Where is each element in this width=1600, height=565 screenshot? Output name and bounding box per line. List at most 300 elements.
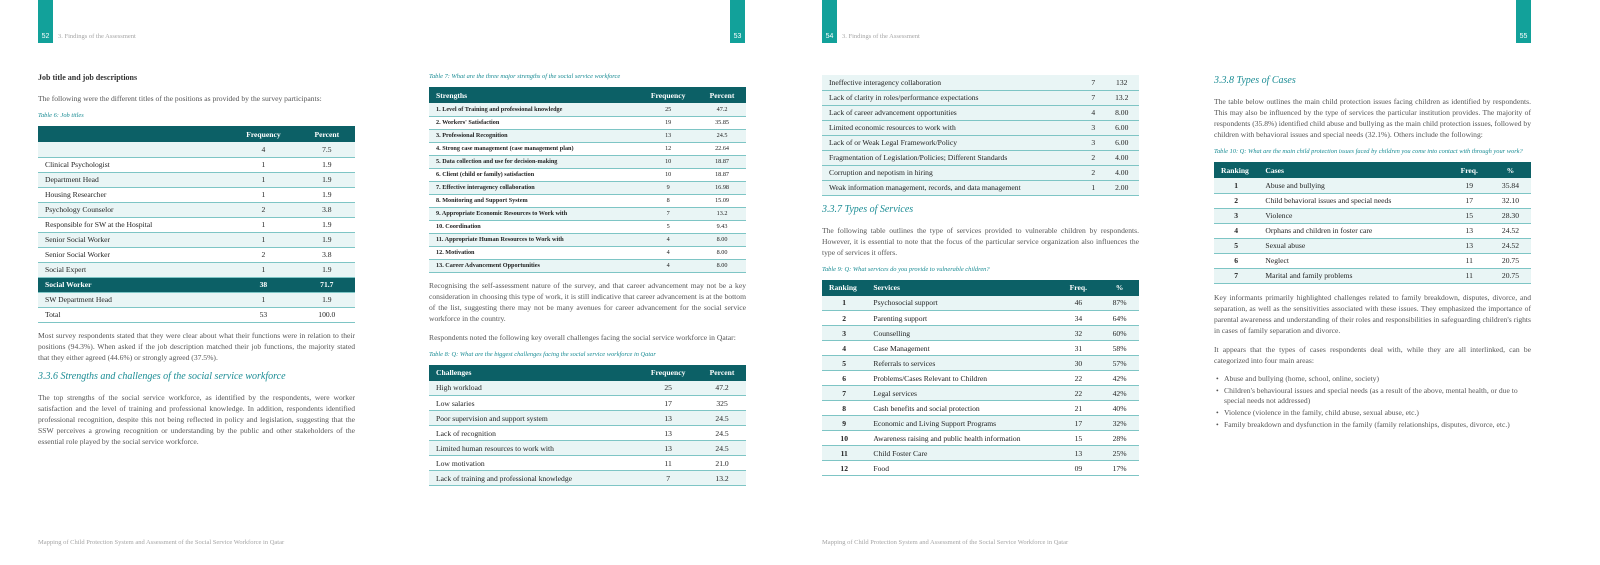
table-row (38, 232, 355, 247)
table-cell: 1 (228, 187, 298, 202)
table-row (822, 356, 1139, 371)
table-cell: 9.43 (698, 220, 746, 233)
table-cell: 325 (698, 396, 746, 411)
table-cell: 46 (1057, 296, 1101, 311)
intro-paragraph: The following were the different titles of the positions as provided by the survey participants: (38, 94, 322, 103)
table-cell: 1.9 (299, 172, 355, 187)
table-cell: 3 (1082, 135, 1104, 150)
table-cell: 2 (228, 247, 298, 262)
table-row (429, 220, 746, 233)
table-body (429, 103, 746, 272)
table-cell: Fragmentation of Legislation/Policies; Different Standards (822, 150, 1082, 165)
table-row (429, 456, 746, 471)
table-cell: 13 (1449, 223, 1490, 238)
table-header: Percent (299, 126, 355, 142)
table-cell: Food (866, 461, 1056, 476)
table-row (822, 341, 1139, 356)
table-cell: Abuse and bullying (1258, 178, 1448, 193)
table-cell: Lack of training and professional knowledge (429, 471, 638, 486)
table-cell: Lack of career advancement opportunities (822, 105, 1082, 120)
page-number-tab (730, 0, 745, 43)
table-cell: Corruption and nepotism in hiring (822, 165, 1082, 180)
table-cell: 8.00 (1104, 105, 1139, 120)
footer: Mapping of Child Protection System and Assessment of the Social Service Workforce in Qatar (822, 539, 1069, 546)
table-row (38, 202, 355, 217)
table-cell: Limited human resources to work with (429, 441, 638, 456)
table-row (822, 120, 1139, 135)
section-heading: 3.3.7 Types of Services (822, 203, 914, 215)
table-cell: 1.9 (299, 157, 355, 172)
table-cell: Sexual abuse (1258, 238, 1448, 253)
table-cell: 132 (1104, 75, 1139, 90)
table-cell: 19 (1449, 178, 1490, 193)
table-cell: 53 (228, 307, 298, 322)
table-row (822, 431, 1139, 446)
table-row (822, 296, 1139, 311)
table-header-row (822, 280, 1139, 296)
table-row (429, 441, 746, 456)
paragraph: Respondents noted the following key overall challenges facing the social service workforce in Qatar: (429, 332, 736, 342)
paragraph: The top strengths of the social service workforce, as identified by the respondents, were worker satisfaction and the level of training and professional knowledge. In addition, respondents identified professional recognition, despite this not being reflected in policy and legislation, suggesting that the SSW perceives a growing recognition or understanding by the public and other stakeholders of the essential role played by the social service workforce. (38, 392, 355, 446)
table-cell: 22 (1057, 371, 1101, 386)
table-row (822, 326, 1139, 341)
table-caption: Table 8: Q: What are the biggest challenges facing the social service workforce in Qatar (429, 350, 656, 358)
table-cell: 5 (1214, 238, 1258, 253)
page-54-content (822, 75, 1139, 476)
table-cell: 1.9 (299, 217, 355, 232)
table-row (822, 90, 1139, 105)
table-cell: 7 (822, 386, 866, 401)
table-cell: 1 (228, 157, 298, 172)
table-cell: 9 (638, 181, 698, 194)
table-cell: 31 (1057, 341, 1101, 356)
table-cell: 100.0 (299, 307, 355, 322)
table-cell: 2 (1082, 165, 1104, 180)
table-cell: Clinical Psychologist (38, 157, 228, 172)
table-cell: 8. Monitoring and Support System (429, 194, 638, 207)
paragraph: The table below outlines the main child protection issues facing children as identified by respondents. This may also be influenced by the type of services the particular institution provides. The majority of respondents (35.8%) identified child abuse and bullying as the main child protection issues, followed by children with behavioral issues and special needs (32.1%). Others include the following: (1214, 97, 1531, 139)
table-cell: Legal services (866, 386, 1056, 401)
table-row (38, 217, 355, 232)
section-heading: 3.3.8 Types of Cases (1214, 75, 1296, 86)
table-cell: 1.9 (299, 292, 355, 307)
table-cell: Orphans and children in foster care (1258, 223, 1448, 238)
table-row (1214, 253, 1531, 268)
table-cell: Poor supervision and support system (429, 411, 638, 426)
table-cell: 1.9 (299, 187, 355, 202)
table-cell: 71.7 (299, 277, 355, 292)
table-cell: 4. Strong case management (case management plan) (429, 142, 638, 155)
table-cell: 8 (822, 401, 866, 416)
table-cell: 4.00 (1104, 150, 1139, 165)
table-cell: Weak information management, records, and data management (822, 180, 1082, 195)
table-cell: 3.8 (299, 247, 355, 262)
running-header: 3. Findings of the Assessment (58, 33, 136, 40)
table-body (38, 142, 355, 322)
table-cell: 11 (638, 456, 698, 471)
table-cell: 1.9 (299, 232, 355, 247)
table-cell: Responsible for SW at the Hospital (38, 217, 228, 232)
table-cell: 32.10 (1490, 193, 1531, 208)
table-cell: 1. Level of Training and professional knowledge (429, 103, 638, 116)
page-53 (400, 0, 800, 565)
table-header: Frequency (638, 87, 698, 103)
paragraph: Key informants primarily highlighted challenges related to family breakdown, disputes, divorce, and separation, as well as the sensitivities associated with these issues. They emphasized the importance of parental awareness and understanding of their roles and responsibilities in safeguarding children's rights in cases of family separation and divorce. (1214, 292, 1531, 335)
table-cell: 17 (638, 396, 698, 411)
table-cell: 6.00 (1104, 120, 1139, 135)
table-cell: 15 (1449, 208, 1490, 223)
table-cell: 7 (638, 207, 698, 220)
table-header: % (1100, 280, 1139, 296)
table-row (429, 103, 746, 116)
table-cell: 47.2 (698, 103, 746, 116)
table-row (429, 155, 746, 168)
table-cell: Referrals to services (866, 356, 1056, 371)
table-cell: 2 (228, 202, 298, 217)
table-cell: Counselling (866, 326, 1056, 341)
paragraph: Recognising the self-assessment nature of the survey, and that career advancement may not be a key consideration in choosing this type of work, it is still indicative that career advancement is at the bottom of the list, suggesting there may not be many avenues for career advancement for the social service workforce in the country. (429, 280, 746, 323)
table-row (822, 401, 1139, 416)
page-54 (800, 0, 1200, 565)
page-number: 54 (825, 33, 834, 40)
table-cell: 6 (1214, 253, 1258, 268)
page-number-tab (1516, 0, 1531, 43)
table-header: Percent (698, 365, 746, 381)
footer: Mapping of Child Protection System and Assessment of the Social Service Workforce in Qatar (38, 539, 285, 546)
table-row (429, 246, 746, 259)
table-cell: Senior Social Worker (38, 247, 228, 262)
page-number: 55 (1519, 33, 1528, 40)
table-cell: 8.00 (698, 246, 746, 259)
table-cell: 13 (638, 411, 698, 426)
table-row (429, 142, 746, 155)
table-row (822, 150, 1139, 165)
table-row (429, 411, 746, 426)
table-cell: 58% (1100, 341, 1139, 356)
table-cell: Awareness raising and public health information (866, 431, 1056, 446)
table-cell: 47.2 (698, 381, 746, 396)
table-row (429, 396, 746, 411)
table-cell: Case Management (866, 341, 1056, 356)
table-cell: Cash benefits and social protection (866, 401, 1056, 416)
list-item: • Violence (violence in the family, child abuse, sexual abuse, etc.) (1214, 408, 1531, 418)
table-cell: 35.85 (698, 116, 746, 129)
table-cell: 1.9 (299, 262, 355, 277)
table-cell: 5 (638, 220, 698, 233)
table-row (1214, 208, 1531, 223)
table-row (429, 168, 746, 181)
table-cell: 24.5 (698, 129, 746, 142)
table-cell: 11 (822, 446, 866, 461)
table-cell: Problems/Cases Relevant to Children (866, 371, 1056, 386)
table-header-row (1214, 162, 1531, 178)
table-cell: 12. Motivation (429, 246, 638, 259)
table-row (822, 461, 1139, 476)
table-cell: 6.00 (1104, 135, 1139, 150)
table-row (822, 311, 1139, 326)
table-cell: Neglect (1258, 253, 1448, 268)
table-cell: Violence (1258, 208, 1448, 223)
table-cell: 13 (638, 426, 698, 441)
table-cell: 2 (1214, 193, 1258, 208)
table-cell: 4 (638, 259, 698, 272)
table-cell: 30 (1057, 356, 1101, 371)
table-header-row (429, 87, 746, 103)
page-52-content (38, 73, 355, 455)
table-cell: 57% (1100, 356, 1139, 371)
table-cell: 25% (1100, 446, 1139, 461)
table-cell: 13.2 (1104, 90, 1139, 105)
list-item: • Abuse and bullying (home, school, online, society) (1214, 374, 1531, 384)
table-cell: 1 (1214, 178, 1258, 193)
table-cell: 20.75 (1490, 268, 1531, 283)
page-53-content (429, 73, 746, 486)
job-titles-table (38, 126, 355, 323)
table-cell: Low salaries (429, 396, 638, 411)
table-row (822, 180, 1139, 195)
table-row (822, 416, 1139, 431)
table-cell: 1 (228, 262, 298, 277)
table-cell: 22 (1057, 386, 1101, 401)
table-cell: Psychosocial support (866, 296, 1056, 311)
table-body (1214, 178, 1531, 283)
table-header: Frequency (228, 126, 298, 142)
table-cell (38, 142, 228, 157)
services-table (822, 280, 1139, 477)
table-row (429, 181, 746, 194)
table-cell: SW Department Head (38, 292, 228, 307)
table-cell: High workload (429, 381, 638, 396)
table-row (1214, 223, 1531, 238)
table-header: Ranking (822, 280, 866, 296)
table-cell: 34 (1057, 311, 1101, 326)
table-cell: Ineffective interagency collaboration (822, 75, 1082, 90)
table-cell: 17% (1100, 461, 1139, 476)
table-cell: 21.0 (698, 456, 746, 471)
table-cell: 24.5 (698, 426, 746, 441)
table-header: Challenges (429, 365, 638, 381)
table-header: Frequency (638, 365, 698, 381)
table-row (429, 233, 746, 246)
table-cell: 8 (638, 194, 698, 207)
table-cell: Low motivation (429, 456, 638, 471)
table-row (822, 446, 1139, 461)
table-cell: 13. Career Advancement Opportunities (429, 259, 638, 272)
table-cell: 9 (822, 416, 866, 431)
table-cell: 10 (638, 168, 698, 181)
table-row (822, 371, 1139, 386)
table-cell: 13 (638, 129, 698, 142)
page-55 (1200, 0, 1600, 565)
table-cell: 5 (822, 356, 866, 371)
table-cell: 13 (638, 441, 698, 456)
table-row (429, 194, 746, 207)
table-cell: 42% (1100, 371, 1139, 386)
table-cell: 2.00 (1104, 180, 1139, 195)
table-cell: 3 (1214, 208, 1258, 223)
table-cell: Senior Social Worker (38, 232, 228, 247)
table-row (38, 262, 355, 277)
table-row (429, 381, 746, 396)
table-cell: 12 (822, 461, 866, 476)
table-body (429, 381, 746, 486)
table-cell: 7. Effective interagency collaboration (429, 181, 638, 194)
table-cell: 87% (1100, 296, 1139, 311)
table-cell: 5. Data collection and use for decision-making (429, 155, 638, 168)
table-cell: 4 (638, 246, 698, 259)
table-header (38, 126, 228, 142)
table-cell: 2 (1082, 150, 1104, 165)
table-row (38, 247, 355, 262)
table-cell: 24.52 (1490, 223, 1531, 238)
table-body (822, 296, 1139, 476)
challenges-table-continued (822, 75, 1139, 196)
table-cell: 10. Coordination (429, 220, 638, 233)
table-row (38, 307, 355, 322)
table-cell: 18.87 (698, 155, 746, 168)
table-cell: 42% (1100, 386, 1139, 401)
subheading: Job title and job descriptions (38, 73, 138, 82)
table-row (38, 292, 355, 307)
table-row (429, 259, 746, 272)
table-caption: Table 7: What are the three major strengths of the social service workforce (429, 73, 621, 80)
page-number-tab (822, 0, 837, 43)
table-cell: 32 (1057, 326, 1101, 341)
table-cell: 35.84 (1490, 178, 1531, 193)
page-55-content (1214, 72, 1531, 432)
page-52 (0, 0, 400, 565)
challenges-table (429, 365, 746, 487)
table-cell: Lack of recognition (429, 426, 638, 441)
list-item: • Children's behavioural issues and special needs (as a result of the above, mental health, or due to special needs not addressed) (1214, 386, 1531, 406)
paragraph: Most survey respondents stated that they were clear about what their functions were in relation to their positions (94.3%). When asked if the job description matched their job functions, the majority stated that they either agreed (44.6%) or strongly agreed (37.5%). (38, 330, 355, 362)
table-row (429, 116, 746, 129)
table-cell: 18.87 (698, 168, 746, 181)
table-cell: 28% (1100, 431, 1139, 446)
table-row (1214, 193, 1531, 208)
case-areas-list (1214, 374, 1531, 430)
table-cell: 3.8 (299, 202, 355, 217)
table-cell: 64% (1100, 311, 1139, 326)
table-body (822, 75, 1139, 195)
table-cell: Marital and family problems (1258, 268, 1448, 283)
table-cell: 2. Workers' Satisfaction (429, 116, 638, 129)
table-cell: 24.5 (698, 441, 746, 456)
table-row (38, 187, 355, 202)
table-cell: Department Head (38, 172, 228, 187)
table-cell: 11 (1449, 253, 1490, 268)
page-number: 53 (733, 33, 742, 40)
table-cell: 4 (1082, 105, 1104, 120)
table-row (1214, 268, 1531, 283)
table-header: Services (866, 280, 1056, 296)
table-caption: Table 9: Q: What services do you provide to vulnerable children? (822, 265, 990, 273)
table-cell: 3 (1082, 120, 1104, 135)
table-cell: 38 (228, 277, 298, 292)
list-item: • Family breakdown and dysfunction in the family (family relationships, disputes, divorce, etc.) (1214, 420, 1531, 430)
table-cell: 21 (1057, 401, 1101, 416)
table-cell: 16.98 (698, 181, 746, 194)
table-cell: 13.2 (698, 471, 746, 486)
table-cell: Economic and Living Support Programs (866, 416, 1056, 431)
table-header: Strengths (429, 87, 638, 103)
table-cell: 25 (638, 381, 698, 396)
table-header-row (429, 365, 746, 381)
page-number: 52 (41, 33, 50, 40)
table-cell: 13.2 (698, 207, 746, 220)
table-cell: 1 (228, 292, 298, 307)
table-header: Percent (698, 87, 746, 103)
table-cell: 10 (638, 155, 698, 168)
table-cell: 17 (1057, 416, 1101, 431)
table-row (1214, 178, 1531, 193)
table-cell: 17 (1449, 193, 1490, 208)
table-cell: 8.00 (698, 259, 746, 272)
table-header: Ranking (1214, 162, 1258, 178)
table-cell: Social Worker (38, 277, 228, 292)
table-header-row (38, 126, 355, 142)
table-cell: Social Expert (38, 262, 228, 277)
table-cell: 10 (822, 431, 866, 446)
table-row (429, 207, 746, 220)
paragraph: The following table outlines the type of services provided to vulnerable children by respondents. However, it is essential to note that the focus of the particular service organization also influences the type of services it offers. (822, 225, 1139, 257)
table-row (429, 426, 746, 441)
table-cell: 15 (1057, 431, 1101, 446)
table-row (429, 129, 746, 142)
table-cell: 1 (228, 172, 298, 187)
table-cell: 19 (638, 116, 698, 129)
table-cell: 7 (1082, 90, 1104, 105)
table-cell: 22.64 (698, 142, 746, 155)
table-cell: 1 (822, 296, 866, 311)
table-cell: 32% (1100, 416, 1139, 431)
table-cell: 2 (822, 311, 866, 326)
table-cell: 1 (228, 217, 298, 232)
table-row (822, 386, 1139, 401)
table-cell: 4 (228, 142, 298, 157)
table-cell: 24.52 (1490, 238, 1531, 253)
table-cell: 4 (638, 233, 698, 246)
table-cell: 9. Appropriate Economic Resources to Work with (429, 207, 638, 220)
table-header: Freq. (1057, 280, 1101, 296)
table-row (1214, 238, 1531, 253)
table-cell: 3. Professional Recognition (429, 129, 638, 142)
table-cell: 7.5 (299, 142, 355, 157)
table-cell: 24.5 (698, 411, 746, 426)
table-caption: Table 10: Q: What are the main child protection issues faced by children you come into contact with through your work? (1214, 148, 1523, 155)
table-cell: Lack of or Weak Legal Framework/Policy (822, 135, 1082, 150)
table-cell: Parenting support (866, 311, 1056, 326)
table-cell: Psychology Counselor (38, 202, 228, 217)
table-cell: 09 (1057, 461, 1101, 476)
table-row (38, 172, 355, 187)
table-row (822, 105, 1139, 120)
table-cell: Child behavioral issues and special needs (1258, 193, 1448, 208)
table-cell: 7 (1214, 268, 1258, 283)
table-cell: Total (38, 307, 228, 322)
table-cell: 1 (228, 232, 298, 247)
table-cell: 4 (822, 341, 866, 356)
table-cell: Limited economic resources to work with (822, 120, 1082, 135)
table-row (822, 135, 1139, 150)
table-row (429, 471, 746, 486)
table-cell: 20.75 (1490, 253, 1531, 268)
strengths-table (429, 87, 746, 273)
cases-table (1214, 162, 1531, 284)
table-cell: 11 (1449, 268, 1490, 283)
table-header: Cases (1258, 162, 1448, 178)
table-cell: 4 (1214, 223, 1258, 238)
